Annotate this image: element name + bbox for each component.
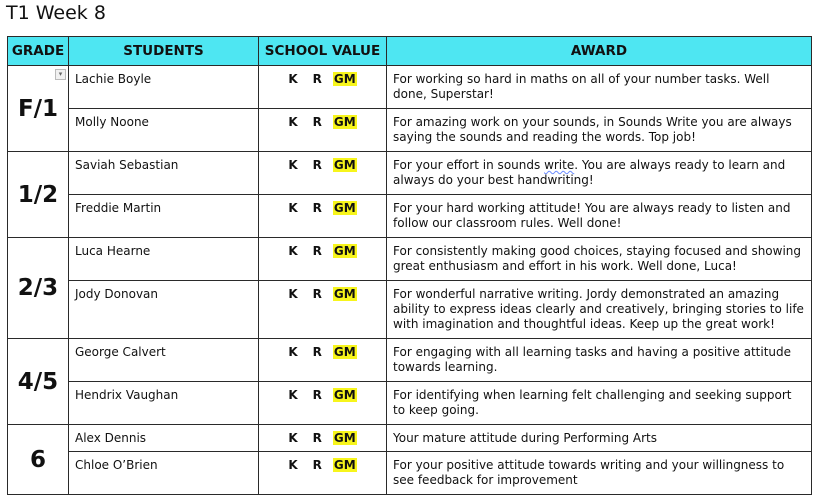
awards-table <box>7 36 812 495</box>
value-gm: GM <box>333 72 356 86</box>
student-name[interactable]: Chloe O’Brien <box>69 452 259 495</box>
value-gm: GM <box>333 158 356 172</box>
award-text[interactable]: For consistently making good choices, staying focused and showing great enthusiasm and effort in his work. Well done, Luca! <box>387 238 812 281</box>
value-k: K <box>288 388 298 402</box>
school-value-cell[interactable] <box>259 339 387 382</box>
grade-label: F/1 <box>17 95 59 122</box>
table-row <box>8 382 812 425</box>
table-row <box>8 281 812 339</box>
value-k: K <box>288 431 298 445</box>
student-name[interactable]: Jody Donovan <box>69 281 259 339</box>
value-r: R <box>312 388 322 402</box>
header-students: STUDENTS <box>69 37 259 66</box>
value-gm: GM <box>333 458 356 472</box>
school-value-cell[interactable] <box>259 281 387 339</box>
award-text[interactable]: For wonderful narrative writing. Jordy demonstrated an amazing ability to express ideas clearly and creatively, bringing stories to life with imagination and thoughtful ideas. Keep up the great work! <box>387 281 812 339</box>
value-gm: GM <box>333 201 356 215</box>
value-r: R <box>312 431 322 445</box>
header-award: AWARD <box>387 37 812 66</box>
student-name[interactable]: Lachie Boyle <box>69 66 259 109</box>
school-value-cell[interactable] <box>259 195 387 238</box>
award-text[interactable]: For working so hard in maths on all of your number tasks. Well done, Superstar! <box>387 66 812 109</box>
table-row <box>8 452 812 495</box>
grade-label: 4/5 <box>17 368 59 395</box>
table-row <box>8 195 812 238</box>
value-k: K <box>288 201 298 215</box>
value-gm: GM <box>333 287 356 301</box>
grade-label: 2/3 <box>17 275 59 301</box>
table-row <box>8 109 812 152</box>
value-k: K <box>288 458 298 472</box>
header-row <box>8 37 812 66</box>
value-k: K <box>288 244 298 258</box>
award-text[interactable]: For your positive attitude towards writing and your willingness to see feedback for improvement <box>387 452 812 495</box>
value-r: R <box>312 345 322 359</box>
award-text[interactable]: For amazing work on your sounds, in Sounds Write you are always saying the sounds and reading the words. Top job! <box>387 109 812 152</box>
student-name[interactable]: Luca Hearne <box>69 238 259 281</box>
school-value-cell[interactable] <box>259 152 387 195</box>
table-row <box>8 152 812 195</box>
award-text[interactable]: For your hard working attitude! You are always ready to listen and follow our classroom rules. Well done! <box>387 195 812 238</box>
value-r: R <box>312 244 322 258</box>
value-r: R <box>312 72 322 86</box>
grade-cell[interactable] <box>8 238 69 339</box>
dropdown-arrow-icon[interactable]: ▾ <box>55 69 66 80</box>
table-row <box>8 425 812 452</box>
table-row <box>8 339 812 382</box>
award-text[interactable]: For identifying when learning felt challenging and seeking support to keep going. <box>387 382 812 425</box>
student-name[interactable]: Molly Noone <box>69 109 259 152</box>
student-name[interactable]: George Calvert <box>69 339 259 382</box>
spellcheck-word: write <box>544 158 575 172</box>
value-gm: GM <box>333 345 356 359</box>
grade-cell[interactable] <box>8 66 69 152</box>
value-r: R <box>312 458 322 472</box>
value-k: K <box>288 287 298 301</box>
table-row <box>8 66 812 109</box>
value-k: K <box>288 345 298 359</box>
student-name[interactable]: Alex Dennis <box>69 425 259 452</box>
grade-cell[interactable] <box>8 152 69 238</box>
page-title: T1 Week 8 <box>6 2 106 24</box>
award-text-part: . You are always ready to learn and always do your best handwriting! <box>393 158 786 187</box>
grade-label: 6 <box>29 446 46 473</box>
student-name[interactable]: Freddie Martin <box>69 195 259 238</box>
value-r: R <box>312 201 322 215</box>
school-value-cell[interactable] <box>259 66 387 109</box>
award-text[interactable] <box>387 152 812 195</box>
value-r: R <box>312 115 322 129</box>
table-row <box>8 238 812 281</box>
value-r: R <box>312 158 322 172</box>
value-k: K <box>288 158 298 172</box>
award-text-part: For your effort in sounds <box>393 158 545 172</box>
student-name[interactable]: Hendrix Vaughan <box>69 382 259 425</box>
grade-label: 1/2 <box>17 181 59 208</box>
value-gm: GM <box>333 244 356 258</box>
school-value-cell[interactable] <box>259 425 387 452</box>
value-gm: GM <box>333 388 356 402</box>
award-text[interactable]: For engaging with all learning tasks and having a positive attitude towards learning. <box>387 339 812 382</box>
school-value-cell[interactable] <box>259 452 387 495</box>
grade-cell[interactable] <box>8 425 69 495</box>
grade-cell[interactable] <box>8 339 69 425</box>
student-name[interactable]: Saviah Sebastian <box>69 152 259 195</box>
header-grade: GRADE <box>8 37 69 66</box>
school-value-cell[interactable] <box>259 382 387 425</box>
value-gm: GM <box>333 431 356 445</box>
value-k: K <box>288 72 298 86</box>
school-value-cell[interactable] <box>259 238 387 281</box>
school-value-cell[interactable] <box>259 109 387 152</box>
header-school-value: SCHOOL VALUE <box>259 37 387 66</box>
award-text[interactable]: Your mature attitude during Performing Arts <box>387 425 812 452</box>
value-k: K <box>288 115 298 129</box>
value-r: R <box>312 287 322 301</box>
value-gm: GM <box>333 115 356 129</box>
